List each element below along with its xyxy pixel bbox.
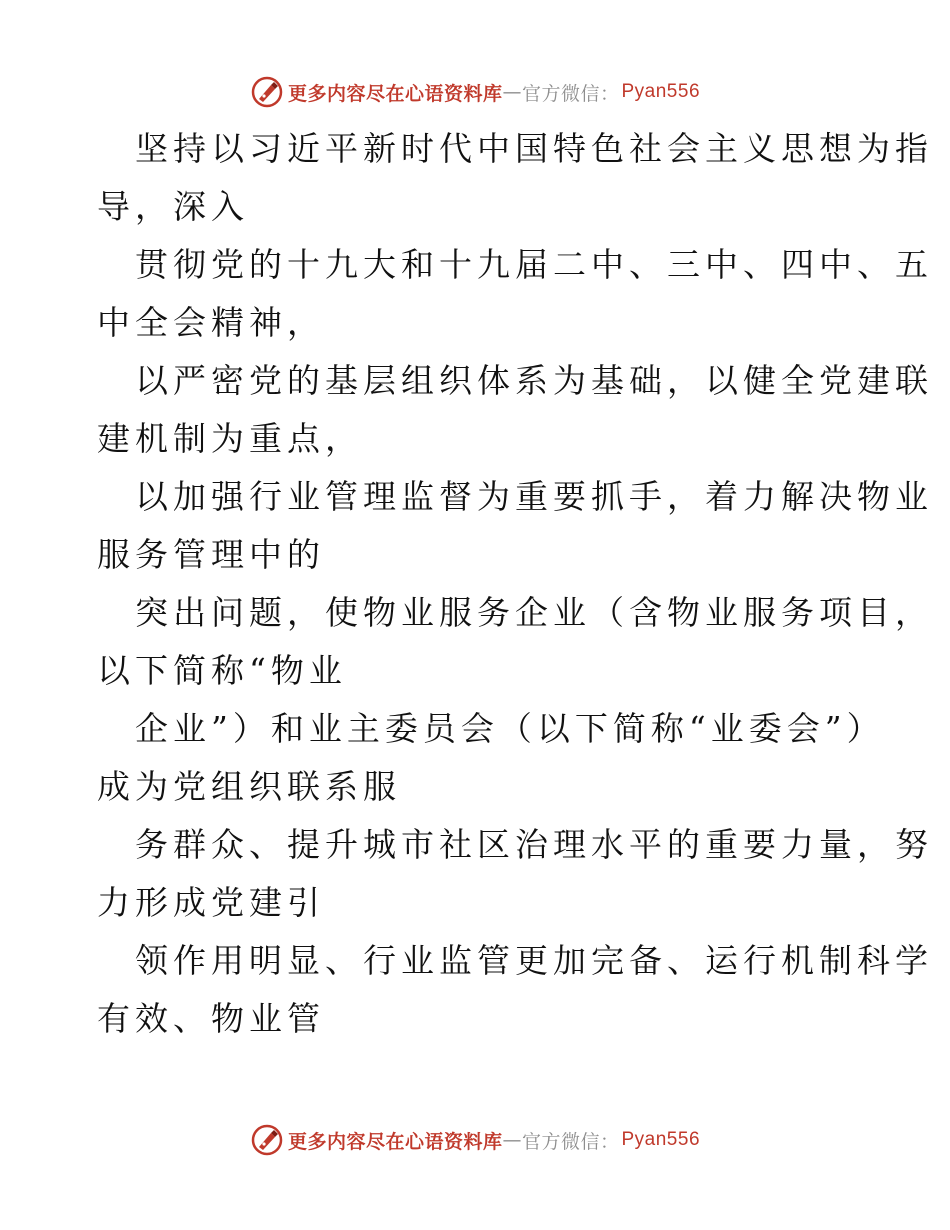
paragraph — [97, 352, 933, 468]
paragraph — [97, 932, 933, 1048]
paragraph — [97, 236, 933, 352]
paragraph-line: 有效、物业管 — [97, 999, 325, 1038]
document-body — [97, 120, 933, 1048]
paragraph — [97, 816, 933, 932]
paragraph — [97, 468, 933, 584]
paragraph-line: 以下简称“物业 — [97, 651, 347, 690]
paragraph-line: 成为党组织联系服 — [97, 767, 401, 806]
watermark-tag: 官方微信： — [521, 82, 620, 105]
watermark-id: Pyan556 — [621, 1129, 701, 1150]
paragraph-line: 建机制为重点， — [97, 419, 363, 458]
paragraph — [97, 584, 933, 700]
paragraph-line: 务群众、提升城市社区治理水平的重要力量，努 — [135, 825, 933, 864]
footer-watermark — [0, 1120, 950, 1160]
paragraph-line: 服务管理中的 — [97, 535, 325, 574]
watermark-tag: 官方微信： — [521, 1130, 620, 1153]
paragraph-line: 力形成党建引 — [97, 883, 325, 922]
paragraph — [97, 120, 933, 236]
paragraph-line: 企业”）和业主委员会（以下简称“业委会”） — [135, 709, 885, 748]
paragraph-line: 突出问题，使物业服务企业（含物业服务项目， — [135, 593, 933, 632]
paragraph-line: 中全会精神， — [97, 303, 325, 342]
paragraph-line: 导，深入 — [97, 187, 249, 226]
paragraph-line: 坚持以习近平新时代中国特色社会主义思想为指 — [135, 129, 933, 168]
watermark-separator: — — [502, 81, 522, 103]
watermark-id: Pyan556 — [621, 81, 701, 102]
watermark-text: 更多内容尽在心语资料库 — [287, 82, 503, 105]
paragraph-line: 领作用明显、行业监管更加完备、运行机制科学 — [135, 941, 933, 980]
header-watermark — [0, 72, 950, 112]
paragraph-line: 贯彻党的十九大和十九届二中、三中、四中、五 — [135, 245, 933, 284]
paragraph-line: 以严密党的基层组织体系为基础，以健全党建联 — [135, 361, 933, 400]
watermark-separator: — — [502, 1129, 522, 1151]
pen-nib-icon — [250, 1123, 284, 1157]
pen-nib-icon — [250, 75, 284, 109]
paragraph-line: 以加强行业管理监督为重要抓手，着力解决物业 — [135, 477, 933, 516]
watermark-text: 更多内容尽在心语资料库 — [287, 1130, 503, 1153]
paragraph — [97, 700, 885, 816]
